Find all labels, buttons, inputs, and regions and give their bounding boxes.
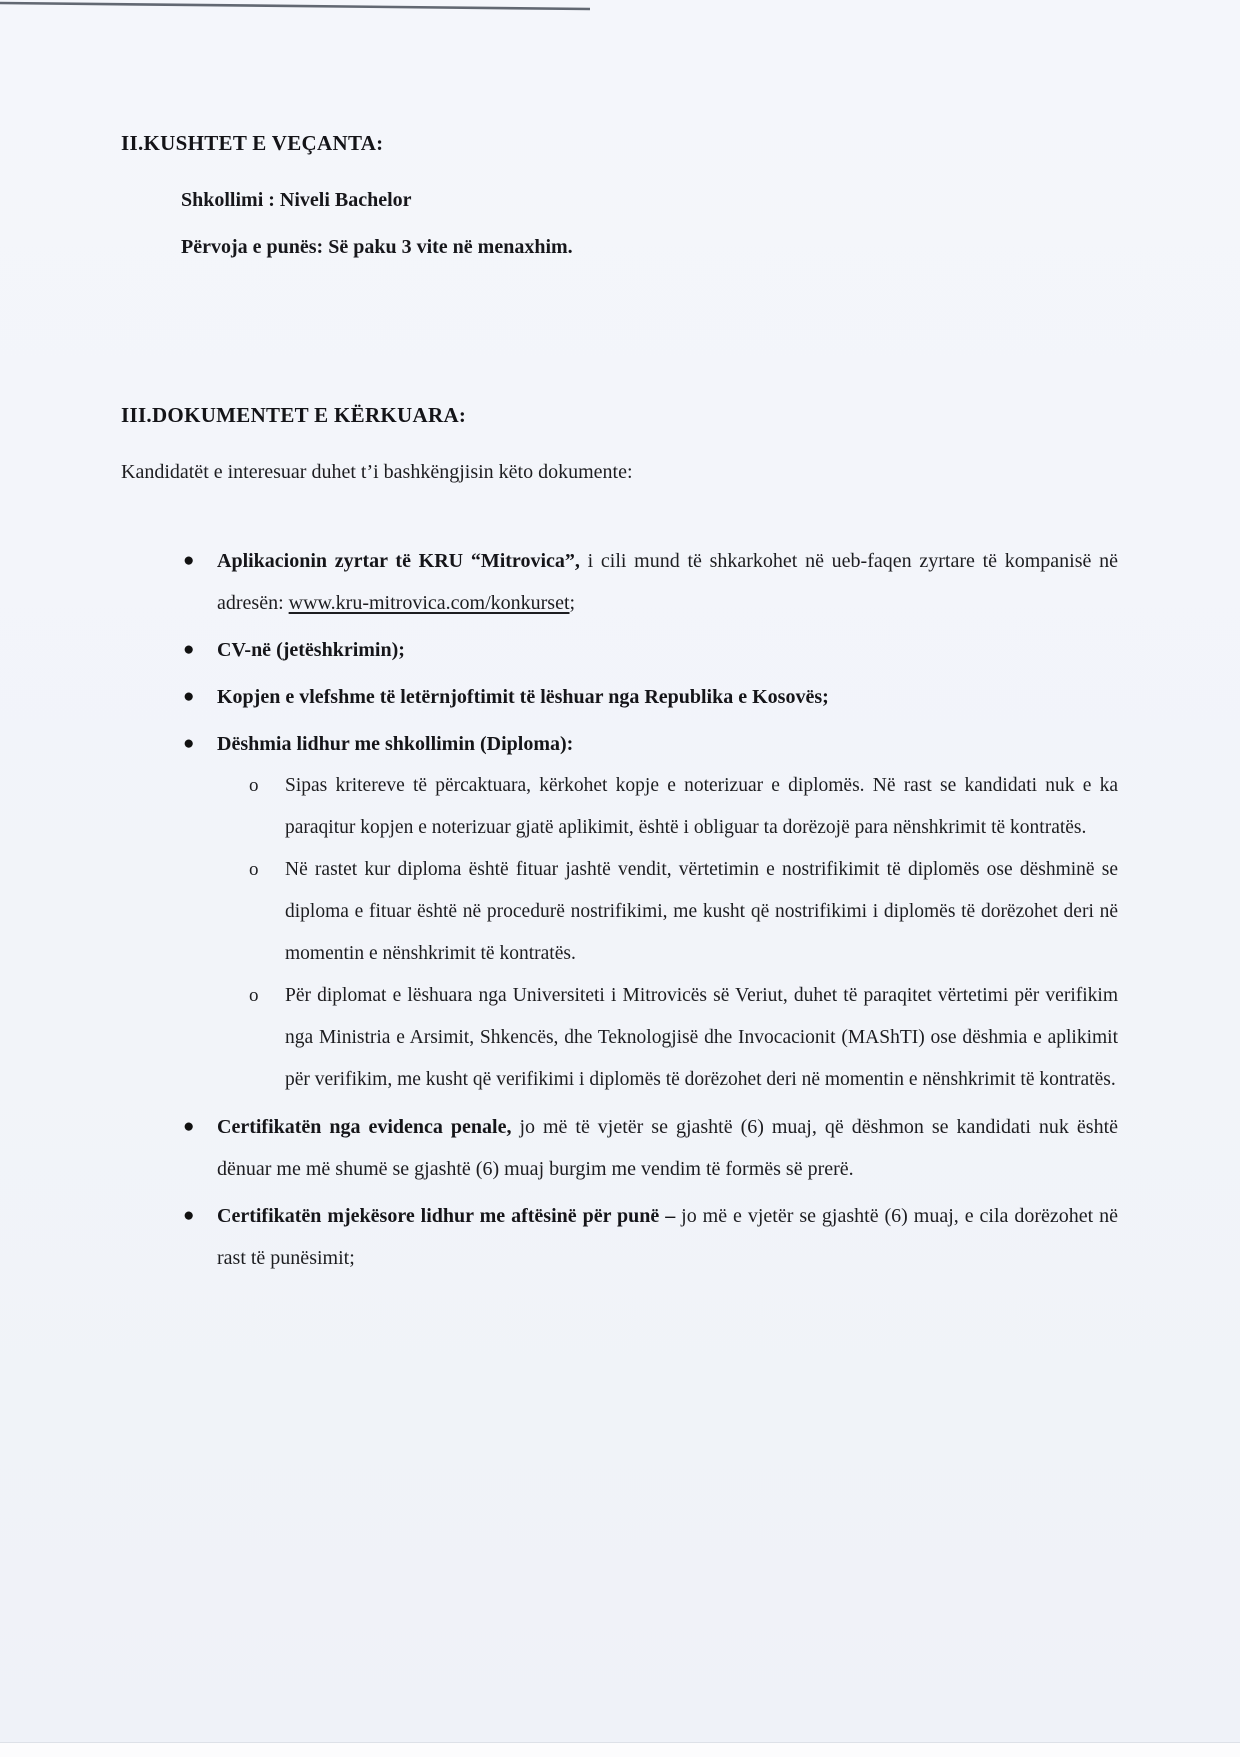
document-item-cv bbox=[217, 629, 1118, 671]
section-3-heading: III.DOKUMENTET E KËRKUARA: bbox=[121, 403, 467, 427]
list-item bbox=[183, 540, 1118, 624]
diploma-verification-note: Për diplomat e lëshuara nga Universiteti i Mitrovicës së Veriut, duhet të paraqitet vërtetimi për verifikim nga Ministria e Arsimit, Shkencës, dhe Teknologjisë dhe Invocacionit (MAShTI) ose dëshmia e aplikimit për verifikim, me kusht që verifikimi i diplomës të dorëzohet deri në momentin e nënshkrimit të kontratës. bbox=[285, 985, 1118, 1090]
scan-artifact-bottom-edge bbox=[0, 1742, 1240, 1757]
list-item bbox=[183, 1106, 1118, 1190]
list-item bbox=[183, 629, 1118, 671]
document-item-application bbox=[217, 540, 1118, 624]
item-bold-text: Dëshmia lidhur me shkollimin (Diploma): bbox=[217, 733, 574, 755]
document-item-criminal-record bbox=[217, 1106, 1118, 1190]
experience-requirement: Përvoja e punës: Së paku 3 vite në menaxhim. bbox=[181, 236, 573, 258]
item-bold-text: CV-në (jetëshkrimin); bbox=[217, 639, 405, 661]
item-text: jo më të vjetër se gjashtë (6) muaj, që dëshmon se kandidati nuk është dënuar me më shumë se gjashtë (6) muaj burgim me vendim të formës së prerë. bbox=[217, 1116, 1119, 1180]
scan-artifact-top-line bbox=[0, 0, 620, 14]
list-item bbox=[183, 1195, 1118, 1279]
section-2-heading: II.KUSHTET E VEÇANTA: bbox=[121, 131, 384, 155]
item-text: i cili mund të shkarkohet në ueb-faqen zyrtare të kompanisë në adresën: bbox=[217, 550, 1118, 614]
document-item-medical-certificate bbox=[217, 1195, 1118, 1279]
bullet-icon: ● bbox=[183, 550, 195, 571]
sub-bullet-icon: o bbox=[249, 859, 259, 880]
diploma-sub-list bbox=[217, 765, 1118, 1101]
sub-list-item bbox=[217, 975, 1118, 1101]
bullet-icon: ● bbox=[183, 686, 195, 707]
list-item bbox=[183, 676, 1118, 718]
sub-list-item bbox=[217, 765, 1118, 849]
item-bold-text: Aplikacionin zyrtar të KRU “Mitrovica”, bbox=[217, 550, 580, 572]
item-text-tail: ; bbox=[569, 592, 576, 614]
list-item bbox=[183, 723, 1118, 1101]
item-bold-text: Kopjen e vlefshme të letërnjoftimit të lëshuar nga Republika e Kosovës; bbox=[217, 686, 829, 708]
kru-website-link[interactable]: www.kru-mitrovica.com/konkurset bbox=[288, 592, 570, 614]
bullet-icon: ● bbox=[183, 1116, 195, 1137]
item-bold-text: Certifikatën mjekësore lidhur me aftësinë për punë – bbox=[217, 1205, 676, 1227]
bullet-icon: ● bbox=[183, 639, 195, 660]
education-requirement: Shkollimi : Niveli Bachelor bbox=[181, 189, 412, 211]
sub-list-item bbox=[217, 849, 1118, 975]
item-text: jo më e vjetër se gjashtë (6) muaj, e cila dorëzohet në rast të punësimit; bbox=[217, 1205, 1119, 1269]
bullet-icon: ● bbox=[183, 1205, 195, 1226]
item-bold-text: Certifikatën nga evidenca penale, bbox=[217, 1116, 512, 1138]
diploma-notarized-copy-note: Sipas kritereve të përcaktuara, kërkohet kopje e noterizuar e diplomës. Në rast se kandidati nuk e ka paraqitur kopjen e noterizuar gjatë aplikimit, është i obliguar ta dorëzojë para nënshkrimit të kontratës. bbox=[285, 775, 1118, 838]
document-item-id-copy bbox=[217, 676, 1118, 718]
document-content bbox=[121, 130, 1118, 1284]
required-documents-list bbox=[183, 540, 1118, 1279]
special-conditions-block bbox=[181, 177, 1118, 271]
sub-bullet-icon: o bbox=[249, 775, 259, 796]
document-item-diploma bbox=[217, 723, 1118, 1101]
bullet-icon: ● bbox=[183, 733, 195, 754]
diploma-nostrification-note: Në rastet kur diploma është fituar jashtë vendit, vërtetimin e nostrifikimit të diplomës ose dëshminë se diploma e fituar është në procedurë nostrifikimi, me kusht që nostrifikimi i diplomës të dorëzohet deri në momentin e nënshkrimit të kontratës. bbox=[285, 859, 1118, 964]
documents-intro: Kandidatët e interesuar duhet t’i bashkëngjisin këto dokumente: bbox=[121, 461, 633, 483]
sub-bullet-icon: o bbox=[249, 985, 259, 1006]
